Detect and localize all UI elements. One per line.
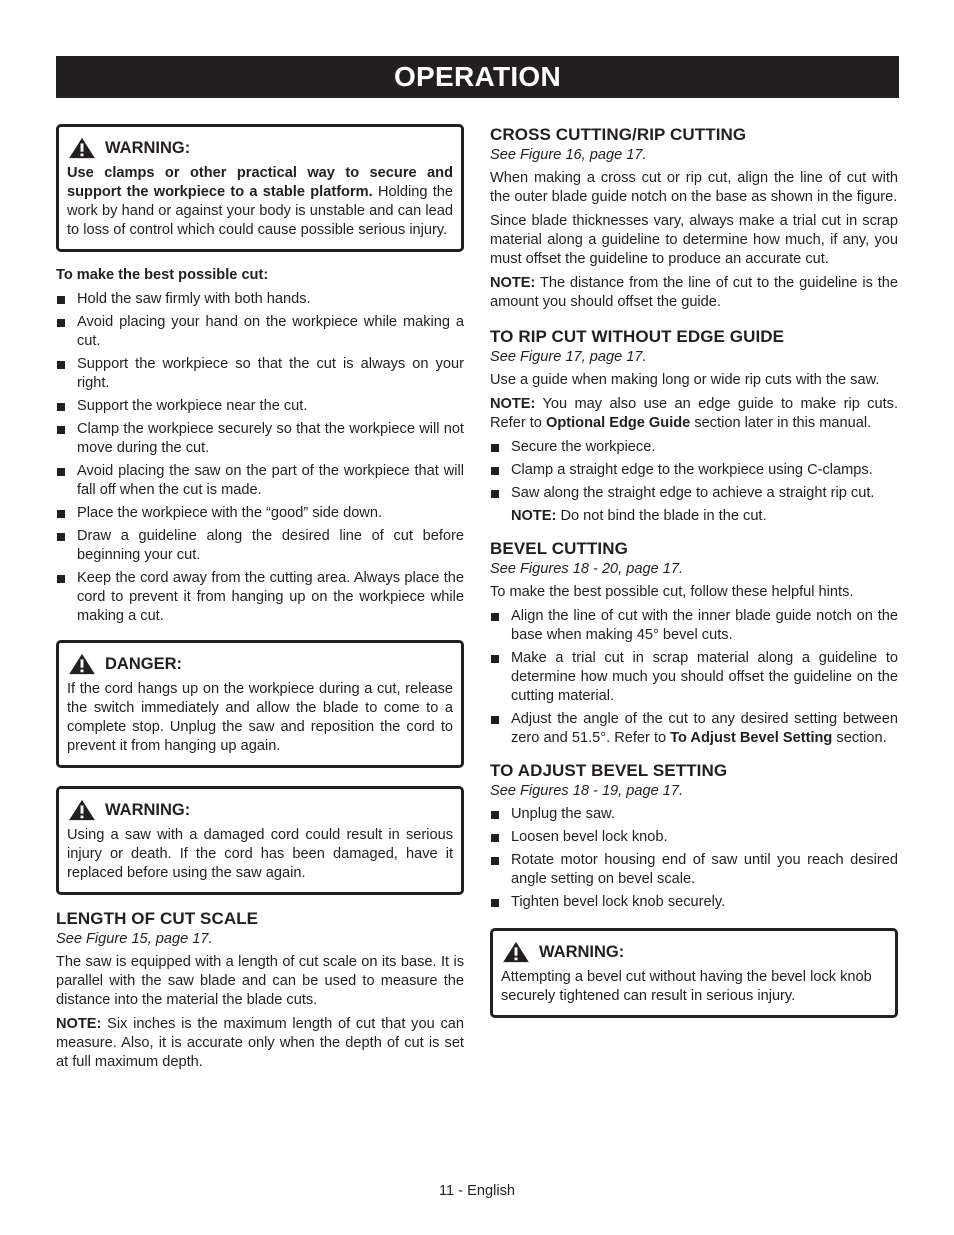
figure-reference: See Figures 18 - 20, page 17. <box>490 561 684 577</box>
list-item: Draw a guideline along the desired line of cut before beginning your cut. <box>56 527 464 565</box>
danger-title: DANGER: <box>105 654 182 673</box>
list-item: Hold the saw firmly with both hands. <box>56 290 464 309</box>
list-item: Clamp a straight edge to the workpiece using C-clamps. <box>490 461 898 480</box>
paragraph: Use a guide when making long or wide rip cuts with the saw. <box>490 372 880 388</box>
right-column <box>490 124 898 1018</box>
left-column <box>56 124 464 1077</box>
warning-title: WARNING: <box>105 138 191 157</box>
note-label: NOTE: <box>490 396 536 412</box>
list-item-text: Adjust the angle of the cut to any desired setting between zero and 51.5°. Refer to <box>511 711 898 746</box>
danger-box <box>56 640 464 768</box>
list-item-text: section. <box>832 730 887 746</box>
list-item: Loosen bevel lock knob. <box>490 828 898 847</box>
list-item <box>490 710 898 748</box>
warning-bold-text: Use clamps or other practical way to secure and support the workpiece to a stable platform. <box>67 165 453 200</box>
list-item: Unplug the saw. <box>490 805 898 824</box>
list-item: Keep the cord away from the cutting area. Always place the cord to prevent it from hanging up on the workpiece while making a cut. <box>56 569 464 626</box>
paragraph: Since blade thicknesses vary, always make a trial cut in scrap material along a guideline to determine how much, if any, you must offset the guideline to produce an accurate cut. <box>490 213 898 267</box>
list-item: Clamp the workpiece securely so that the workpiece will not move during the cut. <box>56 420 464 458</box>
list-item: Place the workpiece with the “good” side down. <box>56 504 464 523</box>
note-paragraph <box>56 1015 464 1072</box>
note-text: The distance from the line of cut to the guideline is the amount you should offset the guide. <box>490 275 898 310</box>
section-banner: OPERATION <box>56 56 899 98</box>
page-number: 11 - English <box>439 1183 515 1199</box>
section-heading-adjust-bevel: TO ADJUST BEVEL SETTING <box>490 761 728 780</box>
warning-triangle-icon <box>67 799 97 821</box>
section-heading-rip-cut: TO RIP CUT WITHOUT EDGE GUIDE <box>490 327 785 346</box>
best-cut-heading: To make the best possible cut: <box>56 267 269 283</box>
warning-box-secure-workpiece <box>56 124 464 252</box>
indented-note <box>490 507 898 526</box>
paragraph: The saw is equipped with a length of cut scale on its base. It is parallel with the saw blade and can be used to measure the distance into the material the blade cuts. <box>56 954 464 1008</box>
list-item: Tighten bevel lock knob securely. <box>490 893 898 912</box>
note-text: Six inches is the maximum length of cut that you can measure. Also, it is accurate only when the depth of cut is set at full maximum depth. <box>56 1016 464 1070</box>
paragraph: To make the best possible cut, follow these helpful hints. <box>490 584 854 600</box>
note-text: section later in this manual. <box>690 415 872 431</box>
list-item: Rotate motor housing end of saw until you reach desired angle setting on bevel scale. <box>490 851 898 889</box>
figure-reference: See Figure 17, page 17. <box>490 349 647 365</box>
warning-box-bevel-lock <box>490 928 898 1018</box>
note-text: Do not bind the blade in the cut. <box>556 508 767 524</box>
danger-text: If the cord hangs up on the workpiece during a cut, release the switch immediately and allow the blade to come to a complete stop. Unplug the saw and reposition the cord to prevent it from hanging up again. <box>67 681 453 754</box>
list-item-bold-ref: To Adjust Bevel Setting <box>670 730 833 746</box>
section-heading-cross-cutting: CROSS CUTTING/RIP CUTTING <box>490 125 747 144</box>
note-text: You may also use an edge guide to make rip cuts. Refer to <box>490 396 898 431</box>
note-label: NOTE: <box>490 275 536 291</box>
warning-text <box>67 164 453 240</box>
warning-title: WARNING: <box>105 800 191 819</box>
warning-triangle-icon <box>67 137 97 159</box>
warning-box-damaged-cord <box>56 786 464 895</box>
note-paragraph <box>490 274 898 312</box>
bevel-cutting-list <box>490 607 898 748</box>
list-item: Avoid placing the saw on the part of the workpiece that will fall off when the cut is made. <box>56 462 464 500</box>
warning-body-text: Holding the work by hand or against your body is unstable and can lead to loss of control which could cause possible serious injury. <box>67 184 453 238</box>
note-label: NOTE: <box>511 508 557 524</box>
warning-triangle-icon <box>501 941 531 963</box>
warning-text: Using a saw with a damaged cord could result in serious injury or death. If the cord has been damaged, have it replaced before using the saw again. <box>67 827 453 881</box>
adjust-bevel-list <box>490 805 898 912</box>
list-item: Support the workpiece near the cut. <box>56 397 464 416</box>
figure-reference: See Figure 16, page 17. <box>490 147 647 163</box>
best-cut-list <box>56 290 464 626</box>
note-paragraph <box>490 395 898 433</box>
list-item: Align the line of cut with the inner blade guide notch on the base when making 45° bevel cuts. <box>490 607 898 645</box>
paragraph: When making a cross cut or rip cut, align the line of cut with the outer blade guide notch on the base as shown in the figure. <box>490 170 898 205</box>
note-label: NOTE: <box>56 1016 102 1032</box>
section-heading-length-scale: LENGTH OF CUT SCALE <box>56 909 259 928</box>
note-bold-ref: Optional Edge Guide <box>545 415 691 431</box>
list-item: Saw along the straight edge to achieve a straight rip cut. <box>490 484 898 503</box>
figure-reference: See Figures 18 - 19, page 17. <box>490 783 684 799</box>
section-heading-bevel-cutting: BEVEL CUTTING <box>490 539 628 558</box>
warning-title: WARNING: <box>539 942 625 961</box>
list-item: Secure the workpiece. <box>490 438 898 457</box>
rip-cut-list <box>490 438 898 503</box>
warning-triangle-icon <box>67 653 97 675</box>
list-item: Support the workpiece so that the cut is always on your right. <box>56 355 464 393</box>
warning-text: Attempting a bevel cut without having the bevel lock knob securely tightened can result in serious injury. <box>501 969 872 1004</box>
list-item: Avoid placing your hand on the workpiece while making a cut. <box>56 313 464 351</box>
list-item: Make a trial cut in scrap material along a guideline to determine how much you should offset the guideline on the cutting material. <box>490 649 898 706</box>
figure-reference: See Figure 15, page 17. <box>56 931 213 947</box>
